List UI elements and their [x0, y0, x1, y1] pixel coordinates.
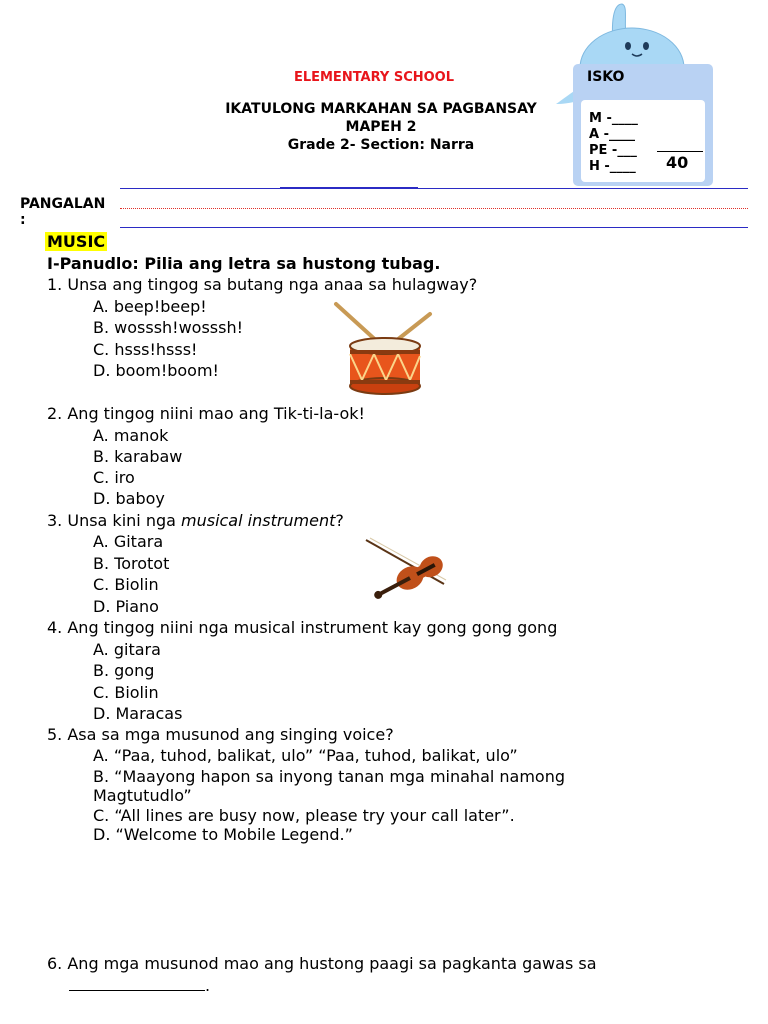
- bottom-rule: [120, 227, 748, 228]
- name-label: PANGALAN: [20, 196, 106, 212]
- q5-option-a[interactable]: A. “Paa, tuhod, balikat, ulo” “Paa, tuhod, balikat, ulo”: [93, 746, 518, 765]
- q3-option-d[interactable]: D. Piano: [93, 597, 159, 616]
- question-3-italic: musical instrument: [181, 511, 336, 530]
- q4-option-b[interactable]: B. gong: [93, 661, 155, 680]
- q4-option-a[interactable]: A. gitara: [93, 640, 161, 659]
- score-label: ISKO: [587, 69, 625, 85]
- grade-section: Grade 2- Section: Narra: [287, 137, 475, 153]
- q1-option-a[interactable]: A. beep!beep!: [93, 297, 207, 316]
- q3-option-b[interactable]: B. Torotot: [93, 554, 170, 573]
- q1-option-d[interactable]: D. boom!boom!: [93, 361, 219, 380]
- answer-underline[interactable]: [69, 976, 205, 991]
- question-5: 5. Asa sa mga musunod ang singing voice?: [47, 725, 394, 744]
- top-rule: [120, 188, 748, 189]
- question-3: [47, 511, 344, 530]
- subject: MAPEH 2: [345, 119, 417, 135]
- q2-option-b[interactable]: B. karabaw: [93, 447, 183, 466]
- school-name: ELEMENTARY SCHOOL: [293, 70, 455, 85]
- question-2: 2. Ang tingog niini mao ang Tik-ti-la-ok!: [47, 404, 365, 423]
- q3-option-a[interactable]: A. Gitara: [93, 532, 164, 551]
- q5-option-d[interactable]: D. “Welcome to Mobile Legend.”: [93, 825, 353, 844]
- q2-option-c[interactable]: C. iro: [93, 468, 135, 487]
- score-music: M -____: [589, 111, 638, 126]
- q5-option-c[interactable]: C. “All lines are busy now, please try your call later”.: [93, 806, 515, 825]
- question-6: 6. Ang mga musunod mao ang hustong paagi sa pagkanta gawas sa: [47, 954, 597, 973]
- q3-option-c[interactable]: C. Biolin: [93, 575, 159, 594]
- q5-option-b[interactable]: B. “Maayong hapon sa inyong tanan mga minahal namong Magtutudlo”: [93, 767, 566, 805]
- question-3-end: ?: [335, 511, 344, 530]
- drum-icon: [330, 300, 440, 396]
- question-4: 4. Ang tingog niini nga musical instrument kay gong gong gong: [47, 618, 558, 637]
- score-arts: A -____: [589, 127, 635, 142]
- section-title: MUSIC: [47, 232, 106, 251]
- q2-option-a[interactable]: A. manok: [93, 426, 169, 445]
- name-field[interactable]: [120, 208, 748, 209]
- q4-option-d[interactable]: D. Maracas: [93, 704, 183, 723]
- question-1: 1. Unsa ang tingog sa butang nga anaa sa hulagway?: [47, 275, 478, 294]
- top-rule-accent: [280, 187, 418, 189]
- name-colon: :: [20, 212, 26, 228]
- blank-period: .: [205, 976, 211, 995]
- q6-answer-blank[interactable]: [69, 976, 210, 995]
- exam-title: IKATULONG MARKAHAN SA PAGBANSAY: [225, 101, 537, 117]
- q2-option-d[interactable]: D. baboy: [93, 489, 165, 508]
- directions: I-Panudlo: Pilia ang letra sa hustong tubag.: [47, 254, 441, 273]
- q1-option-c[interactable]: C. hsss!hsss!: [93, 340, 198, 359]
- score-total: 40: [666, 153, 689, 172]
- q4-option-c[interactable]: C. Biolin: [93, 683, 159, 702]
- violin-icon: [362, 536, 458, 600]
- score-health: H -____: [589, 159, 636, 174]
- question-3-text: 3. Unsa kini nga: [47, 511, 181, 530]
- score-pe: PE -___: [589, 143, 637, 158]
- q1-option-b[interactable]: B. wosssh!wosssh!: [93, 318, 244, 337]
